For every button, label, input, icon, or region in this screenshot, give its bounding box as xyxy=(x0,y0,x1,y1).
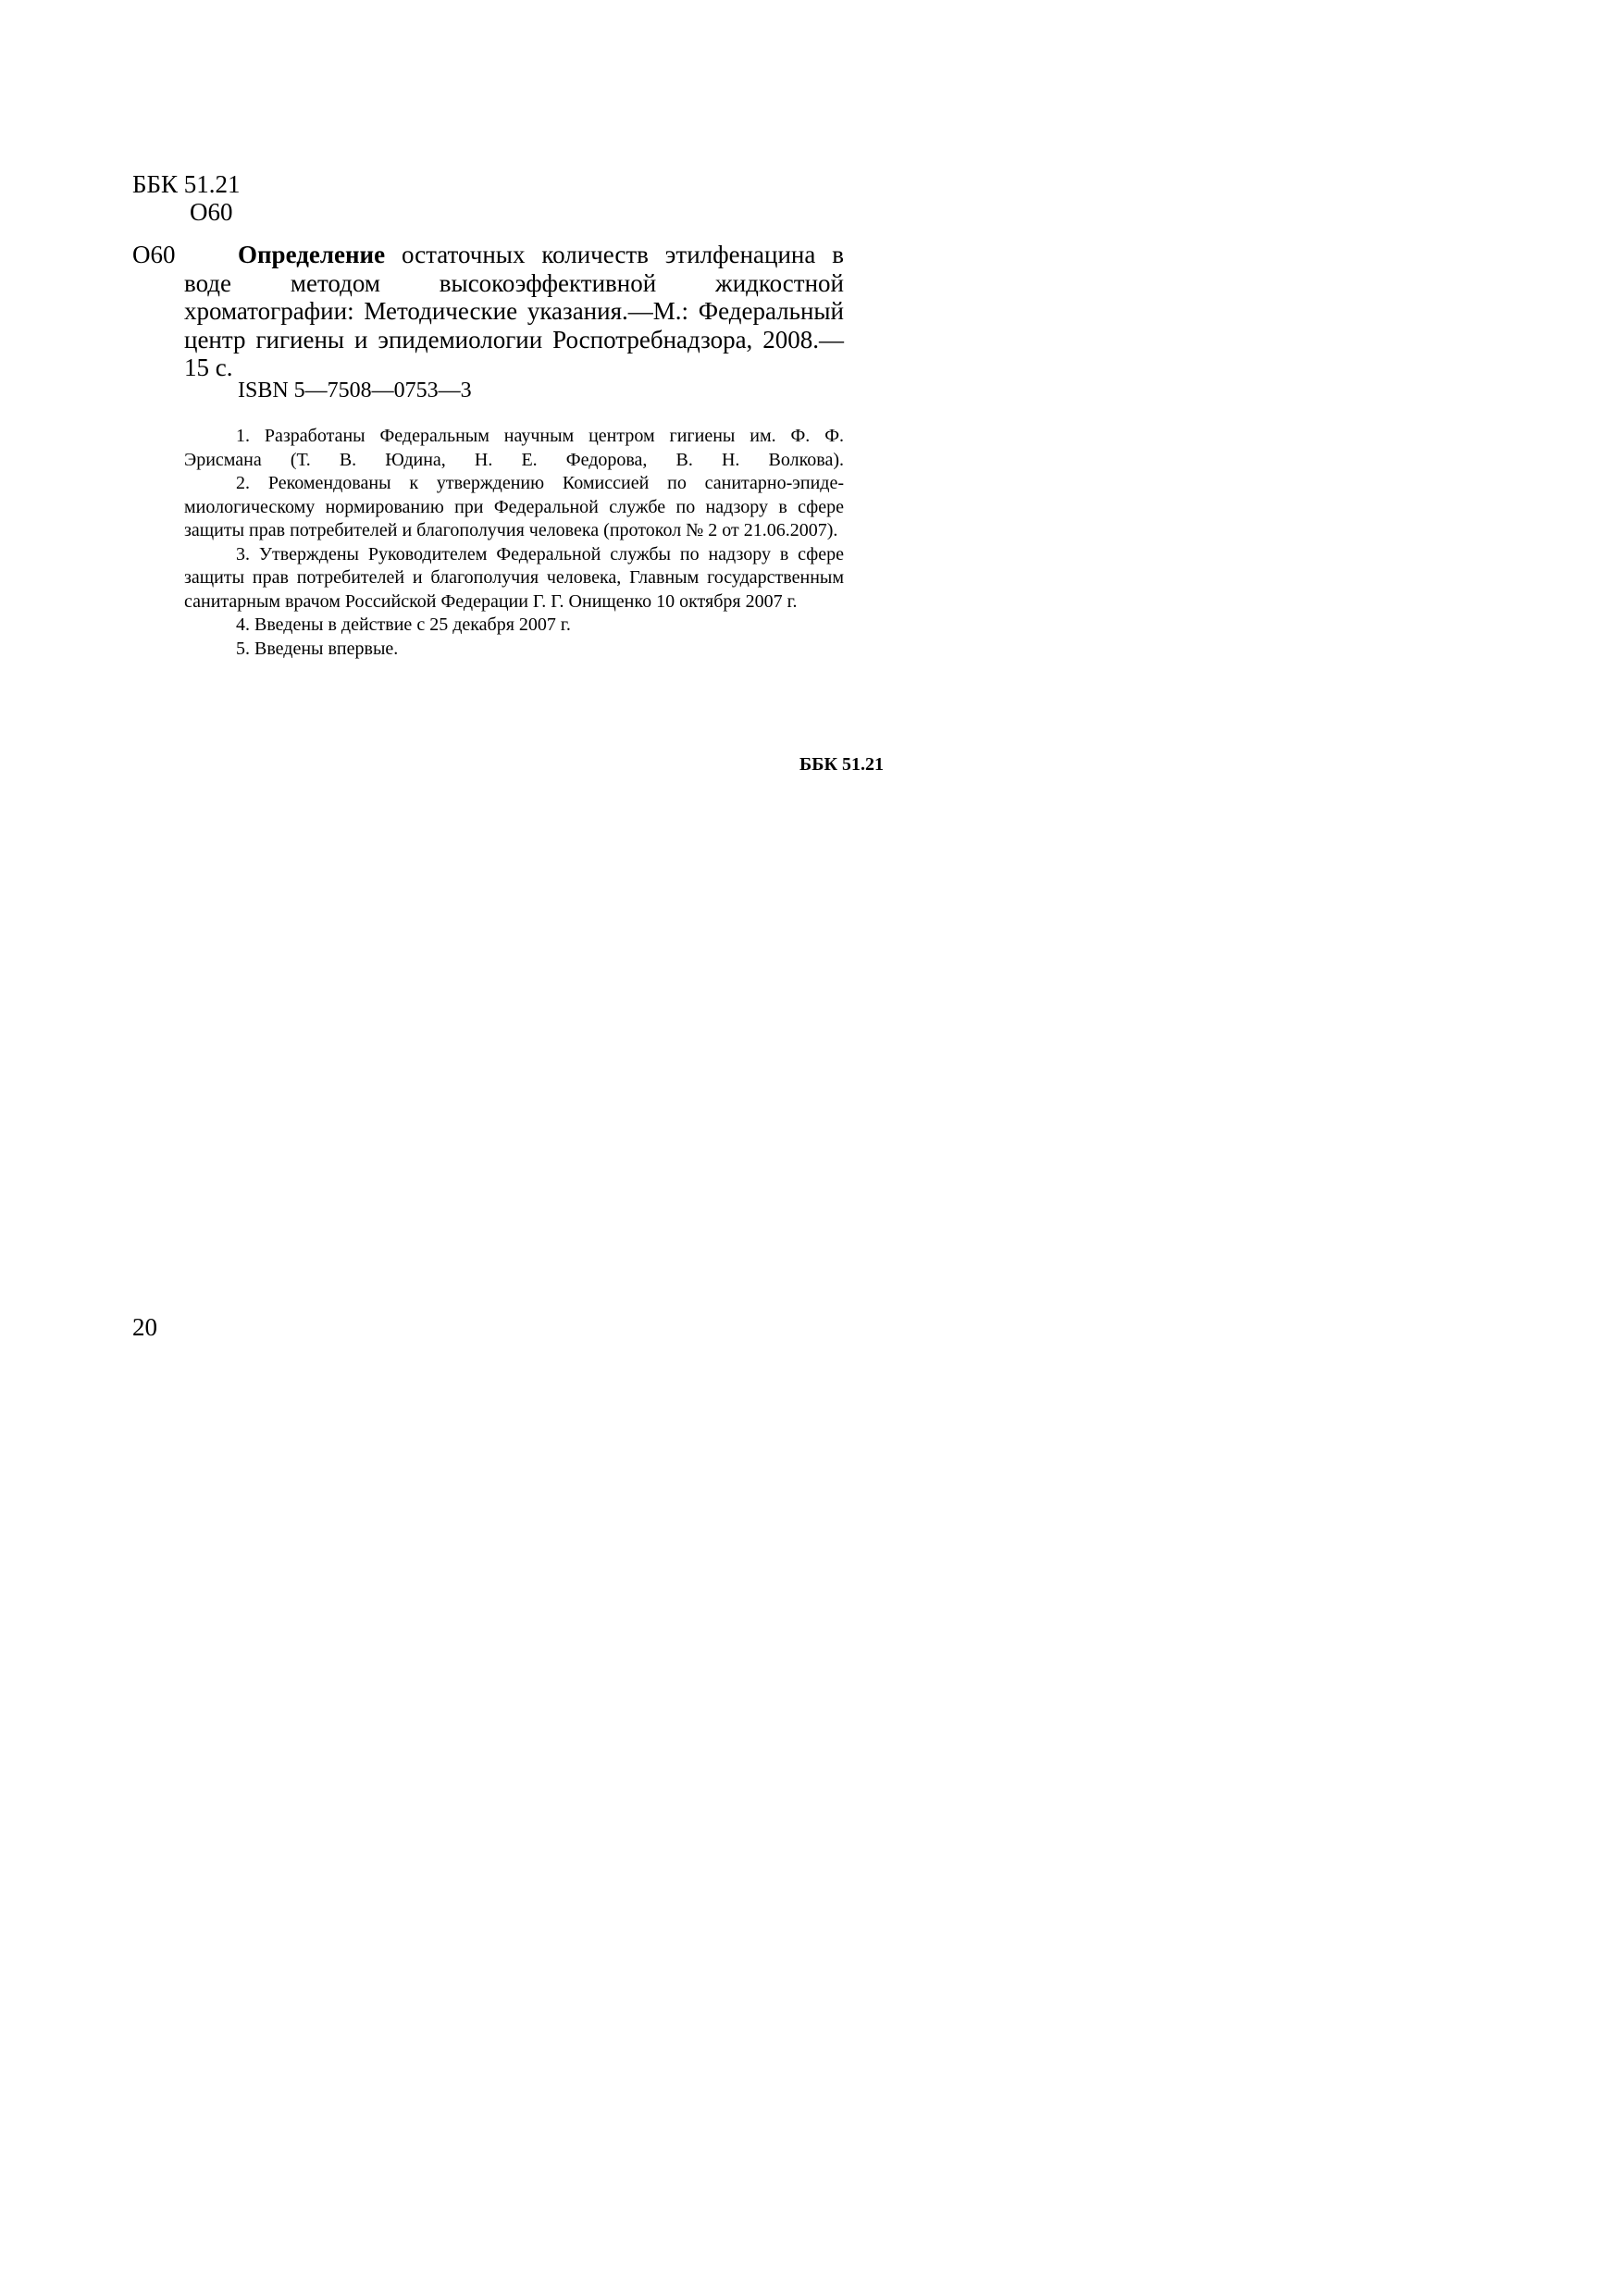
note-item: 1. Разработаны Федеральным научным центром гигиены им. Ф. Ф. Эрисмана (Т. В. Юдина, Н. Е. Федорова, В. Н. Волкова). xyxy=(184,426,844,470)
note-item: 2. Рекомендованы к утверждению Комиссией по санитарно-эпидемиологическому нормированию при Федеральной службе по надзору в сфере защиты прав потребителей и благополучия человека (протокол № 2 от 21.06.2007). xyxy=(184,473,844,540)
note-item: 4. Введены в действие с 25 декабря 2007 г. xyxy=(236,614,571,635)
citation-title-bold: Определение xyxy=(238,241,386,268)
note-item: 5. Введены впервые. xyxy=(236,638,399,659)
publication-notes xyxy=(184,425,844,661)
author-sign: О60 xyxy=(190,198,233,226)
bbk-code-bottom: ББК 51.21 xyxy=(799,754,884,775)
note-item: 3. Утверждены Руководителем Федеральной службы по надзору в сфере защиты прав потребителей и благополучия человека, Главным государственным санитарным врачом Российской Федерации Г. Г. Онищенко 10 октября 2007 г. xyxy=(184,543,844,612)
citation-author-sign: О60 xyxy=(132,241,176,268)
citation-text: остаточных количеств этилфенацина в воде методом высокоэффективной жидкостной хроматографии: Методические указания.—М.: Федеральный центр гигиены и эпидемиологии Роспотребнадзора, 2008.—15 с. xyxy=(184,241,844,381)
page-number: 20 xyxy=(132,1313,157,1341)
isbn: ISBN 5—7508—0753—3 xyxy=(238,379,472,403)
bbk-code: ББК 51.21 xyxy=(132,170,241,198)
bibliographic-citation xyxy=(184,241,844,382)
